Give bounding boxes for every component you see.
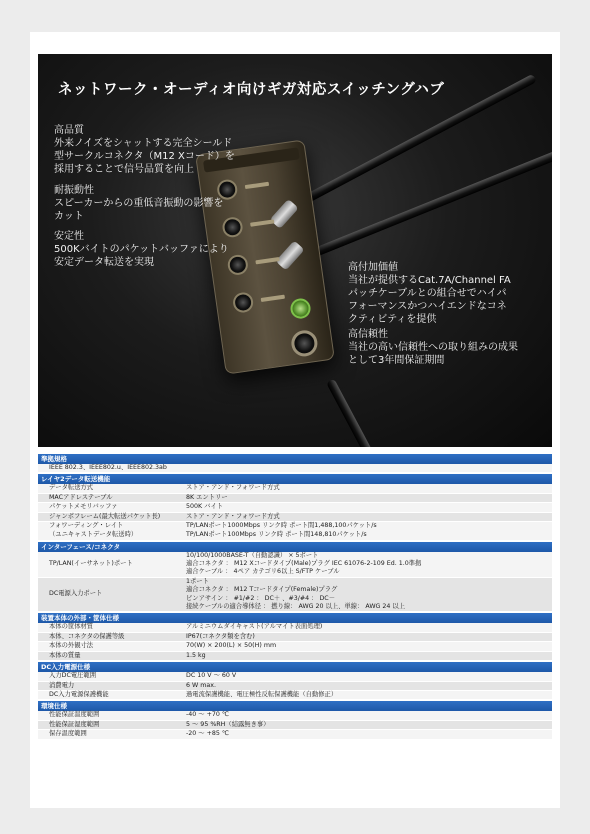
feature-line: 500Kバイトのパケットバッファにより bbox=[54, 244, 229, 255]
table-row bbox=[38, 711, 552, 720]
section-header-layer2: レイヤ2データ転送機能 bbox=[38, 474, 552, 484]
row-value: -20 ～ +85 ℃ bbox=[178, 730, 552, 738]
row-key: 本体、コネクタの保護等級 bbox=[38, 633, 178, 641]
section-header-power: DC入力電源仕様 bbox=[38, 662, 552, 672]
feature-line: パッチケーブルとの組合せでハイパ bbox=[348, 288, 507, 299]
product-hero-image bbox=[38, 54, 552, 447]
feature-line: 当社の高い信頼性への取り組みの成果 bbox=[348, 342, 518, 353]
row-key: ジャンボフレーム(最大転送パケット長) bbox=[38, 513, 178, 521]
row-value-line: 10/100/1000BASE-T（自動認識） × 5ポート bbox=[186, 551, 319, 559]
row-key: 入力DC電圧範囲 bbox=[38, 672, 178, 680]
row-key: パケットメモリバッファ bbox=[38, 503, 178, 511]
section-header-physical: 装置本体の外部・筐体仕様 bbox=[38, 613, 552, 623]
feature-line: 採用することで信号品質を向上 bbox=[54, 164, 194, 175]
port-label bbox=[261, 295, 285, 302]
row-key: TP/LAN(イーサネット)ポート bbox=[38, 552, 178, 577]
section-header-interface: インターフェース/コネクタ bbox=[38, 542, 552, 552]
row-value: 6 W max. bbox=[178, 682, 552, 690]
section-standards bbox=[38, 464, 552, 473]
row-key bbox=[38, 522, 178, 540]
row-key: 性能保証温度範囲 bbox=[38, 711, 178, 719]
table-row bbox=[38, 730, 552, 739]
row-value-line: 適合コネクタ ： M12 Xコードタイプ(Male)プラグ IEC 61076-2-109 Ed. 1.0準拠 bbox=[186, 560, 422, 568]
table-row bbox=[38, 464, 552, 473]
section-interface bbox=[38, 552, 552, 613]
table-row bbox=[38, 578, 552, 613]
row-value: 1.5 kg bbox=[178, 652, 552, 660]
row-key: 消費電力 bbox=[38, 682, 178, 690]
feature-quality bbox=[54, 124, 254, 176]
feature-reliability bbox=[348, 328, 548, 367]
row-value-line: 接続ケーブルの適合導体径 ： 撚り線： AWG 20 以上、単線： AWG 24 以上 bbox=[186, 603, 406, 611]
lan-port-4 bbox=[232, 291, 255, 314]
section-power bbox=[38, 672, 552, 700]
row-key: 本体の質量 bbox=[38, 652, 178, 660]
table-row bbox=[38, 494, 552, 503]
feature-line: 外来ノイズをシャットする完全シールド bbox=[54, 138, 233, 149]
feature-line: として3年間保証期間 bbox=[348, 355, 445, 366]
feature-added-value bbox=[348, 261, 548, 326]
power-led-port bbox=[289, 297, 312, 320]
patch-cable bbox=[286, 147, 552, 268]
feature-line: スピーカーからの重低音振動の影響を bbox=[54, 198, 224, 209]
feature-heading: 耐振動性 bbox=[54, 185, 94, 196]
row-value: ストア・アンド・フォワード方式 bbox=[178, 484, 552, 492]
row-key: 性能保証湿度範囲 bbox=[38, 721, 178, 729]
m12-plug bbox=[275, 240, 304, 270]
table-row bbox=[38, 682, 552, 691]
port-label bbox=[255, 257, 279, 264]
row-key: MACアドレステーブル bbox=[38, 494, 178, 502]
table-row bbox=[38, 652, 552, 661]
hero-title: ネットワーク・オーディオ向けギガ対応スイッチングハブ bbox=[58, 82, 445, 98]
section-header-standards: 準拠規格 bbox=[38, 454, 552, 464]
row-key: DC入力電源保護機能 bbox=[38, 691, 178, 699]
row-value: -40 ～ +70 ℃ bbox=[178, 711, 552, 719]
table-row bbox=[38, 633, 552, 642]
row-key: 保存温度範囲 bbox=[38, 730, 178, 738]
row-key: 本体の筐体材質 bbox=[38, 623, 178, 631]
row-key-line: （ユニキャストデータ転送時） bbox=[49, 530, 138, 538]
feature-heading: 安定性 bbox=[54, 231, 84, 242]
power-cable bbox=[326, 378, 390, 447]
table-row bbox=[38, 552, 552, 578]
row-value: 5 ～ 95 %RH（結露無き事） bbox=[178, 721, 552, 729]
row-value: ストア・アンド・フォワード方式 bbox=[178, 513, 552, 521]
feature-heading: 高付加価値 bbox=[348, 262, 398, 273]
row-value-line: 適合ケーブル ： 4ペア カテゴリ6以上 S/FTP ケーブル bbox=[186, 568, 340, 576]
section-header-environment: 環境仕様 bbox=[38, 701, 552, 711]
row-value-line: TP/LANポート1000Mbps リンク時 ポート間1,488,100パケット/s bbox=[186, 522, 377, 530]
row-value-line: ピンアサイン ： #1/#2 ： DC＋ 、#3/#4 ： DC－ bbox=[186, 594, 335, 602]
row-value: 500K バイト bbox=[178, 503, 552, 511]
row-value bbox=[178, 578, 552, 612]
row-key-line: フォワーディング・レイト bbox=[49, 522, 124, 530]
row-key: DC電源入力ポート bbox=[38, 578, 178, 612]
table-row bbox=[38, 623, 552, 632]
feature-heading: 高信頼性 bbox=[348, 329, 388, 340]
row-key: 本体の外観寸法 bbox=[38, 642, 178, 650]
feature-line: カット bbox=[54, 211, 84, 222]
feature-heading: 高品質 bbox=[54, 125, 84, 136]
row-value: 過電流保護機能、電圧極性反転保護機能（自動修正） bbox=[178, 691, 552, 699]
feature-stability bbox=[54, 230, 254, 269]
row-value-line: 1ポート bbox=[186, 577, 209, 585]
spec-sheet-page bbox=[30, 32, 560, 808]
dc-power-port bbox=[290, 329, 319, 358]
row-value: 70(W) × 200(L) × 50(H) mm bbox=[178, 642, 552, 650]
table-row bbox=[38, 691, 552, 700]
row-value bbox=[178, 522, 552, 540]
section-environment bbox=[38, 711, 552, 739]
row-value-line: 適合コネクタ ： M12 Tコードタイプ(Female)プラグ bbox=[186, 586, 338, 594]
table-row bbox=[38, 522, 552, 541]
row-value-line: TP/LANポート100Mbps リンク時 ポート間148,810パケット/s bbox=[186, 530, 367, 538]
feature-line: フォーマンスかつハイエンドなコネ bbox=[348, 301, 507, 312]
section-physical bbox=[38, 623, 552, 661]
table-row bbox=[38, 513, 552, 522]
row-value: アルミニウムダイキャスト(アルマイト表面処理) bbox=[178, 623, 552, 631]
section-layer2 bbox=[38, 484, 552, 540]
feature-line: 当社が提供するCat.7A/Channel FA bbox=[348, 275, 511, 286]
feature-vibration bbox=[54, 184, 254, 223]
row-value bbox=[178, 552, 552, 577]
feature-line: クティビティを提供 bbox=[348, 314, 437, 325]
table-row bbox=[38, 721, 552, 730]
m12-plug bbox=[270, 199, 299, 229]
row-key: データ転送方式 bbox=[38, 484, 178, 492]
table-row bbox=[38, 672, 552, 681]
feature-line: 安定データ転送を実現 bbox=[54, 257, 154, 268]
spec-table bbox=[38, 453, 552, 740]
table-row bbox=[38, 484, 552, 493]
table-row bbox=[38, 503, 552, 512]
row-value: IP67(コネクタ類を含む) bbox=[178, 633, 552, 641]
feature-line: 型サークルコネクタ（M12 Xコード）を bbox=[54, 151, 235, 162]
row-value: DC 10 V ～ 60 V bbox=[178, 672, 552, 680]
table-row bbox=[38, 642, 552, 651]
row-value: 8K エントリー bbox=[178, 494, 552, 502]
row-value: IEEE 802.3、IEEE802.u、IEEE802.3ab bbox=[38, 464, 552, 472]
